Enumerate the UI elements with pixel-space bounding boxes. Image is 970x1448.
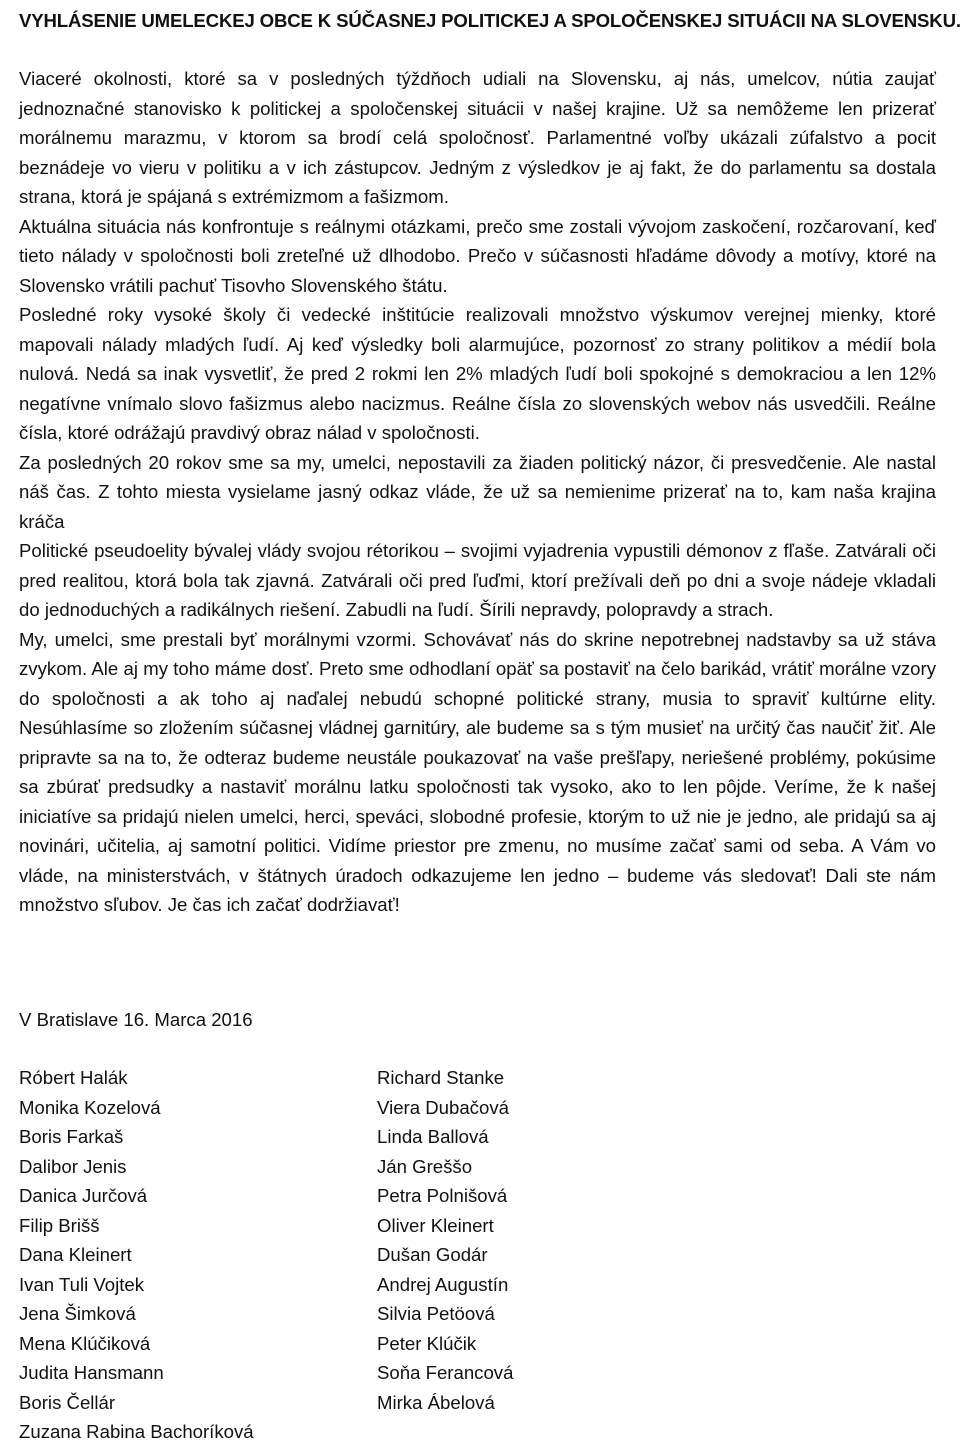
paragraph-2: Aktuálna situácia nás konfrontuje s reálnymi otázkami, prečo sme zostali vývojom zaskočení, rozčarovaní, keď tieto nálady v spoločnosti boli zreteľné už dlhodobo. Prečo v súčasnosti hľadáme dôvody a motívy, ktoré na Slovensko vrátili pachuť Tisovho Slovenského štátu. bbox=[19, 215, 936, 296]
signatory: Mirka Ábelová bbox=[377, 1391, 495, 1413]
signatory: Dana Kleinert bbox=[19, 1244, 132, 1265]
paragraph-4: Za posledných 20 rokov sme sa my, umelci, nepostavili za žiaden politický názor, či presvedčenie. Ale nastal náš čas. Z tohto miesta vysielame jasný odkaz vláde, že už sa nemienime prizerať na to, kam naša krajina kráča bbox=[19, 451, 936, 532]
signatory: Petra Polnišová bbox=[377, 1185, 508, 1206]
signatory: Andrej Augustín bbox=[377, 1273, 509, 1295]
paragraph-5: Politické pseudoelity bývalej vlády svojou rétorikou – svojimi vyjadrenia vypustili démonov z fľaše. Zatvárali oči pred realitou, ktorá bola tak zjavná. Zatvárali oči pred ľuďmi, ktorí prežívali deň po dni a svoje nádeje vkladali do jednoduchých a radikálnych riešení. Zabudli na ľudí. Šírili nepravdy, polopravdy a strach. bbox=[19, 540, 936, 620]
signatory: Ivan Tuli Vojtek bbox=[19, 1273, 145, 1295]
signatory: Peter Klúčik bbox=[377, 1332, 477, 1354]
paragraph-6: My, umelci, sme prestali byť morálnymi vzormi. Schovávať nás do skrine nepotrebnej nadstavby sa už stáva zvykom. Ale aj my toho máme dosť. Preto sme odhodlaní opäť sa postaviť na čelo barikád, vrátiť morálne vzory do spoločnosti a ak toho aj naďalej nebudú schopné politické strany, musia to spraviť kultúrne elity. Nesúhlasíme so zložením súčasnej vládnej garnitúry, ale budeme sa s tým musieť na určitý čas naučiť žiť. Ale pripravte sa na to, že odteraz budeme neustále poukazovať na vaše prešľapy, neriešené problémy, pokúsime sa zbúrať predsudky a nastaviť morálnu latku spoločnosti tak vysoko, ako to len pôjde. Veríme, že k našej iniciatíve sa pridajú nielen umelci, herci, speváci, slobodné profesie, ktorým to už nie je jedno, ale pridajú sa aj novinári, učitelia, aj samotní politici. Vidíme priestor pre zmenu, no musíme začať sami od seba. A Vám vo vláde, na ministerstvách, v štátnych úradoch odkazujeme len jedno – budeme vás sledovať! Dali ste nám množstvo sľubov. Je čas ich začať dodržiavať! bbox=[19, 628, 936, 915]
signatory: Monika Kozelová bbox=[19, 1096, 161, 1118]
signatory: Zuzana Rabina Bachoríková bbox=[19, 1421, 254, 1442]
place-date: V Bratislave 16. Marca 2016 bbox=[19, 1009, 253, 1030]
signatory: Boris Čellár bbox=[19, 1391, 116, 1413]
signatory: Judita Hansmann bbox=[19, 1362, 164, 1383]
signatory: Dalibor Jenis bbox=[19, 1155, 127, 1177]
signatory: Silvia Petöová bbox=[377, 1303, 495, 1324]
signatory: Róbert Halák bbox=[19, 1067, 128, 1088]
signatory: Filip Brišš bbox=[19, 1214, 100, 1236]
signatory: Ján Greššo bbox=[377, 1155, 473, 1177]
signatory: Mena Klúčiková bbox=[19, 1332, 151, 1354]
signatory: Oliver Kleinert bbox=[377, 1214, 494, 1236]
paragraph-3: Posledné roky vysoké školy či vedecké inštitúcie realizovali množstvo výskumov verejnej mienky, ktoré mapovali nálady mladých ľudí. Aj keď výsledky boli alarmujúce, pozornosť zo strany politikov a médií bola nulová. Nedá sa inak vysvetliť, že pred 2 rokmi len 2% mladých ľudí boli spokojné s demokraciou a len 12% negatívne vnímalo slovo fašizmus alebo nacizmus. Reálne čísla zo slovenských webov nás usvedčili. Reálne čísla, ktoré odrážajú pravdivý obraz nálad v spoločnosti. bbox=[19, 304, 936, 443]
paragraph-1: Viaceré okolnosti, ktoré sa v posledných týždňoch udiali na Slovensku, aj nás, umelcov, nútia zaujať jednoznačné stanovisko k politickej a spoločenskej situácii v našej krajine. Už sa nemôžeme len prizerať morálnemu marazmu, v ktorom sa brodí celá spoločnosť. Parlamentné voľby ukázali zúfalstvo a pocit beznádeje vo vieru v politiku a v ich zástupcov. Jedným z výsledkov je aj fakt, že do parlamentu sa dostala strana, ktorá je spájaná s extrémizmom a fašizmom. bbox=[19, 68, 936, 207]
signatory: Viera Dubačová bbox=[377, 1096, 509, 1118]
signatory: Jena Šimková bbox=[19, 1303, 136, 1324]
signatories-column-2 bbox=[377, 1063, 513, 1417]
signatory: Dušan Godár bbox=[377, 1244, 488, 1265]
document-page bbox=[19, 6, 961, 920]
signatory: Danica Jurčová bbox=[19, 1185, 148, 1206]
signatory: Soňa Ferancová bbox=[377, 1362, 514, 1383]
signatory: Boris Farkaš bbox=[19, 1126, 124, 1147]
signatory: Richard Stanke bbox=[377, 1067, 505, 1088]
signatory: Linda Ballová bbox=[377, 1126, 489, 1147]
document-body bbox=[19, 64, 936, 920]
document-title: VYHLÁSENIE UMELECKEJ OBCE K SÚČASNEJ POLITICKEJ A SPOLOČENSKEJ SITUÁCII NA SLOVENSKU. bbox=[19, 10, 961, 31]
signatories-column-1 bbox=[19, 1063, 254, 1447]
